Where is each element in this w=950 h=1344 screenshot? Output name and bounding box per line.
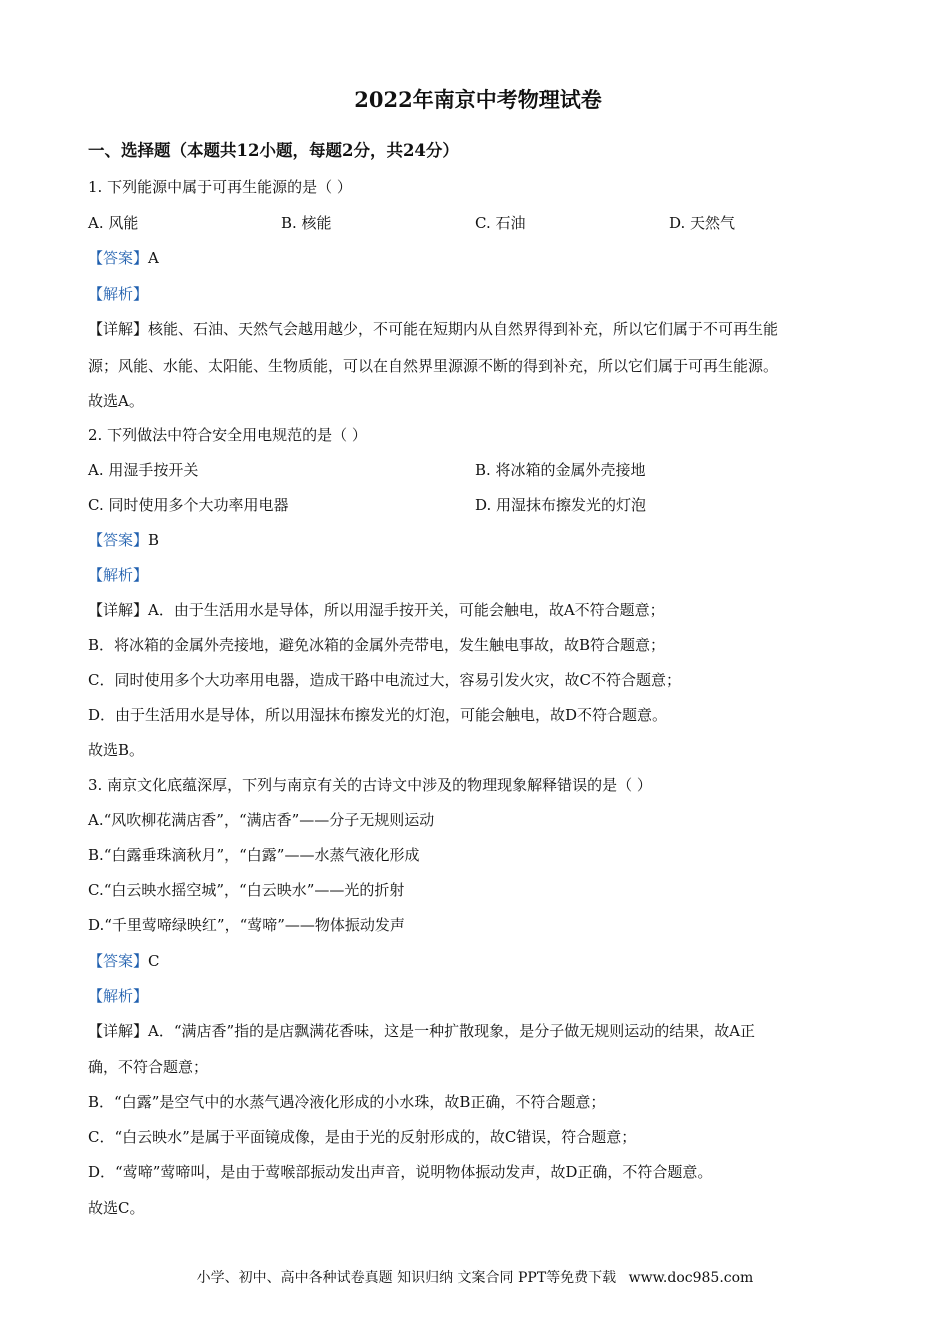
q3-answer: [88, 950, 160, 972]
q2-detail-4: D．由于生活用水是导体，所以用湿抹布擦发光的灯泡，可能会触电，故D不符合题意。: [88, 706, 668, 724]
answer-value: A: [148, 249, 159, 267]
answer-tag: 【答案】: [88, 952, 149, 970]
q2-conclusion: 故选B。: [88, 741, 145, 759]
q3-stem: 3. 南京文化底蕴深厚，下列与南京有关的古诗文中涉及的物理现象解释错误的是（ ）: [88, 776, 652, 794]
q2-answer: [88, 529, 159, 551]
section-heading: 一、选择题（本题共12小题，每题2分，共24分）: [88, 141, 459, 160]
q1-detail-2: 源；风能、水能、太阳能、生物质能，可以在自然界里源源不断的得到补充，所以它们属于可再生能源。: [88, 357, 779, 375]
answer-tag: 【答案】: [88, 249, 149, 267]
q3-detail-5: D．“莺啼”莺啼叫，是由于莺喉部振动发出声音，说明物体振动发声，故D正确，不符合题意。: [88, 1163, 713, 1181]
q1-option-c: C. 石油: [475, 214, 526, 232]
q1-conclusion: 故选A。: [88, 392, 144, 410]
detail-tag: 【详解】: [88, 1022, 149, 1040]
q1-option-a: A. 风能: [88, 214, 139, 232]
q3-option-c: C.“白云映水摇空城”，“白云映水”——光的折射: [88, 881, 405, 899]
q2-stem: 2. 下列做法中符合安全用电规范的是（ ）: [88, 426, 367, 444]
q1-analysis-tag: 【解析】: [88, 285, 149, 303]
q2-option-b: B. 将冰箱的金属外壳接地: [475, 461, 646, 479]
q3-detail-4: C．“白云映水”是属于平面镜成像，是由于光的反射形成的，故C错误，符合题意；: [88, 1128, 637, 1146]
answer-value: C: [148, 952, 160, 970]
q3-option-b: B.“白露垂珠滴秋月”，“白露”——水蒸气液化形成: [88, 846, 420, 864]
footer-text: 小学、初中、高中各种试卷真题 知识归纳 文案合同 PPT等免费下载: [196, 1270, 617, 1286]
q3-detail-2: 确，不符合题意；: [88, 1058, 209, 1076]
q1-answer: [88, 247, 159, 269]
q3-option-a: A.“风吹柳花满店香”，“满店香”——分子无规则运动: [88, 811, 435, 829]
q2-option-a: A. 用湿手按开关: [88, 461, 199, 479]
page-title: 2022年南京中考物理试卷: [354, 87, 602, 112]
q3-analysis-tag: 【解析】: [88, 987, 149, 1005]
footer-link[interactable]: www.doc985.com: [628, 1270, 754, 1286]
q3-option-d: D.“千里莺啼绿映红”，“莺啼”——物体振动发声: [88, 916, 405, 934]
q3-detail-3: B．“白露”是空气中的水蒸气遇冷液化形成的小水珠，故B正确，不符合题意；: [88, 1093, 606, 1111]
q2-option-d: D. 用湿抹布擦发光的灯泡: [475, 496, 647, 514]
q1-detail-1: 【详解】核能、石油、天然气会越用越少，不可能在短期内从自然界得到补充，所以它们属于不可再生能: [88, 320, 779, 338]
detail-tag: 【详解】: [88, 601, 149, 619]
q2-detail-3: C．同时使用多个大功率用电器，造成干路中电流过大，容易引发火灾，故C不符合题意；: [88, 671, 681, 689]
q3-detail-1: 【详解】A．“满店香”指的是店飘满花香味，这是一种扩散现象，是分子做无规则运动的结果，故A正: [88, 1022, 756, 1040]
answer-value: B: [148, 531, 160, 549]
q1-stem: 1. 下列能源中属于可再生能源的是（ ）: [88, 178, 352, 196]
q1-option-b: B. 核能: [281, 214, 332, 232]
detail-tag: 【详解】: [88, 320, 149, 338]
q3-conclusion: 故选C。: [88, 1199, 145, 1217]
q2-analysis-tag: 【解析】: [88, 566, 149, 584]
page-footer: [0, 1268, 950, 1288]
answer-tag: 【答案】: [88, 531, 149, 549]
q1-option-d: D. 天然气: [669, 214, 736, 232]
q2-option-c: C. 同时使用多个大功率用电器: [88, 496, 289, 514]
q2-detail-2: B．将冰箱的金属外壳接地，避免冰箱的金属外壳带电，发生触电事故，故B符合题意；: [88, 636, 666, 654]
q2-detail-1: 【详解】A．由于生活用水是导体，所以用湿手按开关，可能会触电，故A不符合题意；: [88, 601, 665, 619]
